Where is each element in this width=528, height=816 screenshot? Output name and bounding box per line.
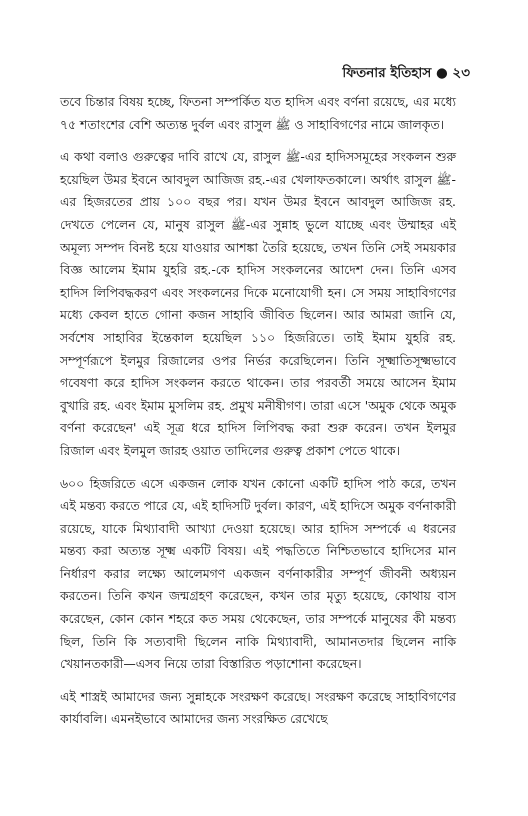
paragraph-3: ৬০০ হিজরিতে এসে একজন লোক যখন কোনো একটি হাদিস পাঠ করে, তখন এই মন্তব্য করতে পারে যে, এই হাদিসটি দুর্বল। কারণ, এই হাদিসে অমুক বর্ণনাকারী রয়েছে, যাকে মিথ্যাবাদী আখ্যা দেওয়া হয়েছে। আর হাদিস সম্পর্কে এ ধরনের মন্তব্য করা অত্যন্ত সূক্ষ্ম একটি বিষয়। এই পদ্ধতিতে নিশ্চিতভাবে হাদিসের মান নির্ধারণ করার লক্ষ্যে আলেমগণ একজন বর্ণনাকারীর সম্পূর্ণ জীবনী অধ্যয়ন করতেন। তিনি কখন জন্মগ্রহণ করেছেন, কখন তার মৃত্যু হয়েছে, কোথায় বাস করেছেন, কোন কোন শহরে কত সময় থেকেছেন, তার সম্পর্কে মানুষের কী মন্তব্য ছিল, তিনি কি সত্যবাদী ছিলেন নাকি মিথ্যাবাদী, আমানতদার ছিলেন নাকি খেয়ানতকারী—এসব নিয়ে তারা বিস্তারিত পড়াশোনা করেছেন। (60, 475, 456, 672)
paragraph-1: তবে চিন্তার বিষয় হচ্ছে, ফিতনা সম্পর্কিত যত হাদিস এবং বর্ণনা রয়েছে, এর মধ্যে ৭৫ শতাংশের বেশি অত্যন্ত দুর্বল এবং রাসুল ﷺ ও সাহাবিগণের নামে জালকৃত। (60, 94, 456, 132)
paragraph-2: এ কথা বলাও গুরুত্বের দাবি রাখে যে, রাসুল ﷺ-এর হাদিসসমূহের সংকলন শুরু হয়েছিল উমর ইবনে আবদুল আজিজ রহ.-এর খেলাফতকালে। অর্থাৎ রাসুল ﷺ-এর হিজরতের প্রায় ১০০ বছর পর। যখন উমর ইবনে আবদুল আজিজ রহ. দেখতে পেলেন যে, মানুষ রাসুল ﷺ-এর সুন্নাহ ভুলে যাচ্ছে এবং উম্মাহর এই অমূল্য সম্পদ বিনষ্ট হয়ে যাওয়ার আশঙ্কা তৈরি হয়েছে, তখন তিনি সেই সময়কার বিজ্ঞ আলেম ইমাম যুহরি রহ.-কে হাদিস সংকলনের আদেশ দেন। তিনি এসব হাদিস লিপিবদ্ধকরণ এবং সংকলনের দিকে মনোযোগী হন। সে সময় সাহাবিগণের মধ্যে কেবল হাতে গোনা কজন সাহাবি জীবিত ছিলেন। আর আমরা জানি যে, সর্বশেষ সাহাবির ইন্তেকাল হয়েছিল ১১০ হিজরিতে। তাই ইমাম যুহরি রহ. সম্পূর্ণরূপে ইলমুর রিজালের ওপর নির্ভর করেছিলেন। তিনি সূক্ষ্মাতিসূক্ষ্মভাবে গবেষণা করে হাদিস সংকলন করতে থাকেন। তার পরবর্তী সময়ে আসেন ইমাম বুখারি রহ. এবং ইমাম মুসলিম রহ. প্রমুখ মনীষীগণ। তারা এসে 'অমুক থেকে অমুক বর্ণনা করেছেন' এই সূত্র ধরে হাদিস লিপিবদ্ধ করা শুরু করেন। তখন ইলমুর রিজাল এবং ইলমুল জারহ ওয়াত তাদিলের গুরুত্ব প্রকাশ পেতে থাকে। (60, 149, 456, 458)
body-text (60, 91, 456, 741)
paragraph-4: এই শাস্ত্রই আমাদের জন্য সুন্নাহকে সংরক্ষণ করেছে। সংরক্ষণ করেছে সাহাবিগণের কার্যাবলি। এমনইভাবে আমাদের জন্য সংরক্ষিত রেখেছে (60, 688, 456, 727)
running-head: ফিতনার ইতিহাস ● ২৩ (342, 65, 470, 81)
